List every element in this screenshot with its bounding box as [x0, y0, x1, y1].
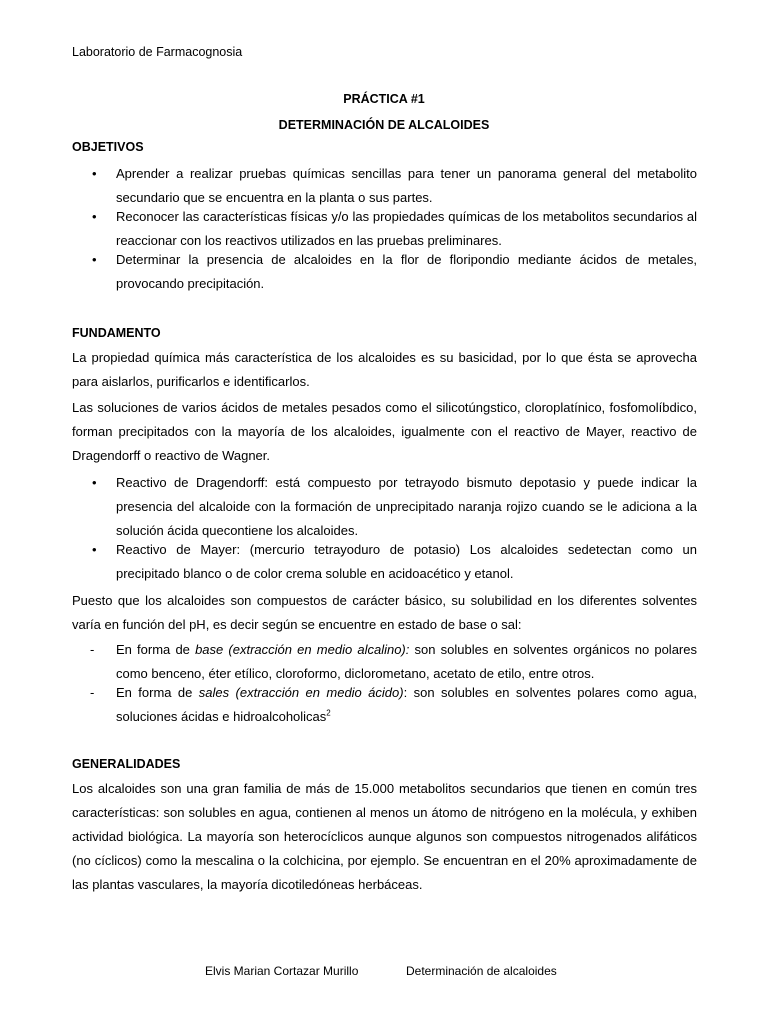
list-item: - En forma de sales (extracción en medio ácido): son solubles en solventes polares como agua, soluciones ácidas e hidroalcoholicas$^2$: [72, 681, 697, 729]
practice-number: PRÁCTICA #1: [343, 92, 425, 106]
header-lab-name: Laboratorio de Farmacognosia: [72, 45, 243, 59]
generalidades-text: [72, 777, 697, 897]
bullet-icon: •: [92, 252, 97, 267]
bullet-icon: •: [92, 209, 97, 224]
document-title: DETERMINACIÓN DE ALCALOIDES: [278, 118, 490, 132]
bullet-icon: •: [92, 475, 97, 490]
list-item: • Determinar la presencia de alcaloides en la flor de floripondio mediante ácidos de metales, provocando precipitación.: [72, 248, 697, 296]
section-heading-fundamento: FUNDAMENTO: [72, 326, 161, 340]
footer-topic: Determinación de alcaloides: [406, 964, 557, 978]
reactivos-list: [72, 471, 697, 586]
bullet-icon: •: [92, 542, 97, 557]
dash-icon: -: [90, 642, 95, 657]
section-heading-objetivos: OBJETIVOS: [72, 140, 144, 154]
paragraph: Puesto que los alcaloides son compuestos de carácter básico, su solubilidad en los diferentes solventes varía en función del pH, es decir según se encuentre en estado de base o sal:: [72, 593, 697, 632]
dash-icon: -: [90, 685, 95, 700]
bullet-icon: •: [92, 166, 97, 181]
list-item: • Reactivo de Dragendorff: está compuesto por tetrayodo bismuto depotasio y puede indicar la presencia del alcaloide con la formación de unprecipitado naranja rojizo cuando se le adiciona a la solución ácida quecontiene los alcaloides.: [72, 471, 697, 543]
footnote-ref: 2: [326, 708, 331, 718]
list-item: • Reconocer las características físicas y/o las propiedades químicas de los metabolitos secundarios al reaccionar con los reactivos utilizados en las pruebas preliminares.: [72, 205, 697, 253]
paragraph: Los alcaloides son una gran familia de más de 15.000 metabolitos secundarios que tienen en común tres características: son solubles en agua, contienen al menos un átomo de nitrógeno en la molécula, y exhiben actividad biológica. La mayoría son heterocíclicos aunque algunos son compuestos nitrogenados alifáticos (no cíclicos) como la mescalina o la colchicina, por ejemplo. Se encuentran en el 20% aproximadamente de las plantas vasculares, la mayoría dicotiledóneas herbáceas.: [72, 781, 697, 892]
objetivos-list: [72, 162, 697, 296]
list-item: - En forma de base (extracción en medio alcalino): son solubles en solventes orgánicos no polares como benceno, éter etílico, cloroformo, diclorometano, acetato de etilo, entre otros.: [72, 638, 697, 686]
list-item: • Aprender a realizar pruebas químicas sencillas para tener un panorama general del metabolito secundario que se encuentra en la planta o sus partes.: [72, 162, 697, 210]
list-item: • Reactivo de Mayer: (mercurio tetrayoduro de potasio) Los alcaloides sedetectan como un precipitado blanco o de color crema soluble en acidoacético y etanol.: [72, 538, 697, 586]
formas-list: [72, 638, 697, 729]
fundamento-text: [72, 346, 697, 468]
solubilidad-text: [72, 589, 697, 637]
footer-author: Elvis Marian Cortazar Murillo: [205, 964, 359, 978]
paragraph: Las soluciones de varios ácidos de metales pesados como el silicotúngstico, cloroplatínico, fosfomolíbdico, forman precipitados con la mayoría de los alcaloides, igualmente con el reactivo de Mayer, reactivo de Dragendorff o reactivo de Wagner.: [72, 400, 697, 463]
section-heading-generalidades: GENERALIDADES: [72, 757, 181, 771]
paragraph: La propiedad química más característica de los alcaloides es su basicidad, por lo que ésta se aprovecha para aislarlos, purificarlos e identificarlos.: [72, 350, 697, 389]
